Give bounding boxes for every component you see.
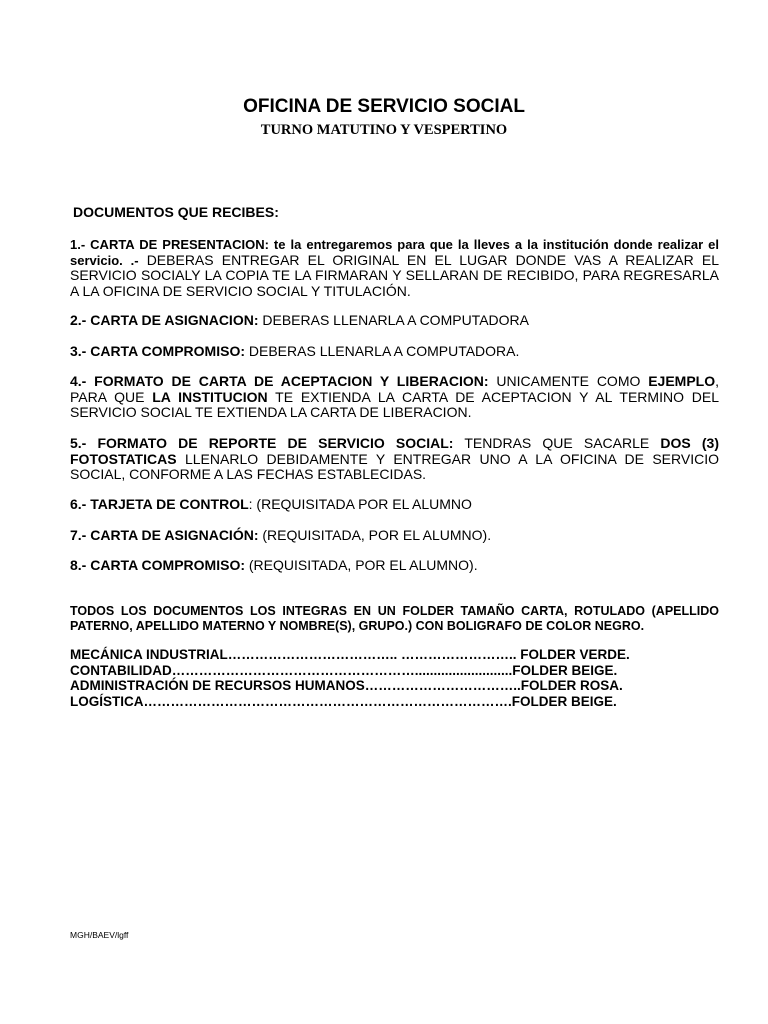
item-label: 6.- TARJETA DE CONTROL (70, 496, 249, 512)
list-item-8 (70, 558, 719, 574)
list-item-5 (70, 436, 719, 483)
item-label: 3.- CARTA COMPROMISO: (70, 343, 245, 359)
footer-initials: MGH/BAEV/lgff (70, 930, 129, 940)
list-item-2 (70, 313, 719, 329)
list-item-1 (70, 237, 719, 299)
item-text: , PARA QUE (70, 373, 720, 405)
folder-row-contabilidad: CONTABILIDAD………………………………………………..........................FOLDER BEIGE. (70, 662, 618, 678)
documents-heading: DOCUMENTOS QUE RECIBES: (73, 204, 279, 220)
item-text: (REQUISITADA, POR EL ALUMNO). (245, 557, 478, 573)
folder-instructions-note: TODOS LOS DOCUMENTOS LOS INTEGRAS EN UN FOLDER TAMAÑO CARTA, ROTULADO (APELLIDO PATERNO, APELLIDO MATERNO Y NOMBRE(S), GRUPO.) CON BOLIGRAFO DE COLOR NEGRO. (70, 604, 719, 633)
page-title: OFICINA DE SERVICIO SOCIAL (243, 96, 525, 117)
item-text: LLENARLO DEBIDAMENTE Y ENTREGAR UNO A LA OFICINA DE SERVICIO SOCIAL, CONFORME A LAS FECHAS ESTABLECIDAS. (70, 450, 719, 482)
list-item-3 (70, 344, 719, 360)
item-text: : (REQUISITADA POR EL ALUMNO (248, 496, 472, 512)
item-text: TENDRAS QUE SACARLE (453, 435, 661, 451)
folder-row-logistica: LOGÍSTICA……………………………………………………………………….FOLDER BEIGE. (70, 693, 617, 709)
list-item-6 (70, 497, 719, 513)
item-label: 2.- CARTA DE ASIGNACION: (70, 312, 259, 328)
folder-color-list (70, 647, 719, 709)
item-label: 5.- FORMATO DE REPORTE DE SERVICIO SOCIAL: (70, 435, 454, 451)
item-label: 1.- CARTA DE PRESENTACION: (70, 237, 269, 252)
folder-row-mecanica: MECÁNICA INDUSTRIAL……………………………….. …………………….. FOLDER VERDE. (70, 647, 630, 662)
list-item-4 (70, 374, 719, 421)
item-text: DEBERAS LLENARLA A COMPUTADORA. (245, 343, 520, 359)
item-text: DEBERAS LLENARLA A COMPUTADORA (258, 312, 529, 328)
item-bold-text: te la entregaremos para que la lleves a la institución donde realizar el servicio. .- (70, 237, 720, 268)
item-text: UNICAMENTE COMO (488, 373, 649, 389)
item-label: 4.- FORMATO DE CARTA DE ACEPTACION Y LIBERACION: (70, 373, 489, 389)
item-label: 7.- CARTA DE ASIGNACIÓN: (70, 527, 259, 543)
item-emphasis: EJEMPLO (648, 373, 716, 389)
item-label: 8.- CARTA COMPROMISO: (70, 557, 245, 573)
page-subtitle: TURNO MATUTINO Y VESPERTINO (260, 122, 508, 138)
item-text: TE EXTIENDA LA CARTA DE ACEPTACION Y AL TERMINO DEL SERVICIO SOCIAL TE EXTIENDA LA CARTA DE LIBERACION. (70, 388, 719, 420)
item-emphasis: DOS (3) FOTOSTATICAS (70, 435, 719, 467)
item-text: DEBERAS ENTREGAR EL ORIGINAL EN EL LUGAR DONDE VAS A REALIZAR EL SERVICIO SOCIALY LA COPIA TE LA FIRMARAN Y SELLARAN DE RECIBIDO, PARA REGRESARLA A LA OFICINA DE SERVICIO SOCIAL Y TITULACIÓN. (70, 251, 720, 299)
item-text: (REQUISITADA, POR EL ALUMNO). (258, 527, 492, 543)
item-emphasis: LA INSTITUCION (152, 388, 268, 405)
folder-row-administracion: ADMINISTRACIÓN DE RECURSOS HUMANOS……………………………..FOLDER ROSA. (70, 678, 623, 693)
list-item-7 (70, 528, 719, 544)
